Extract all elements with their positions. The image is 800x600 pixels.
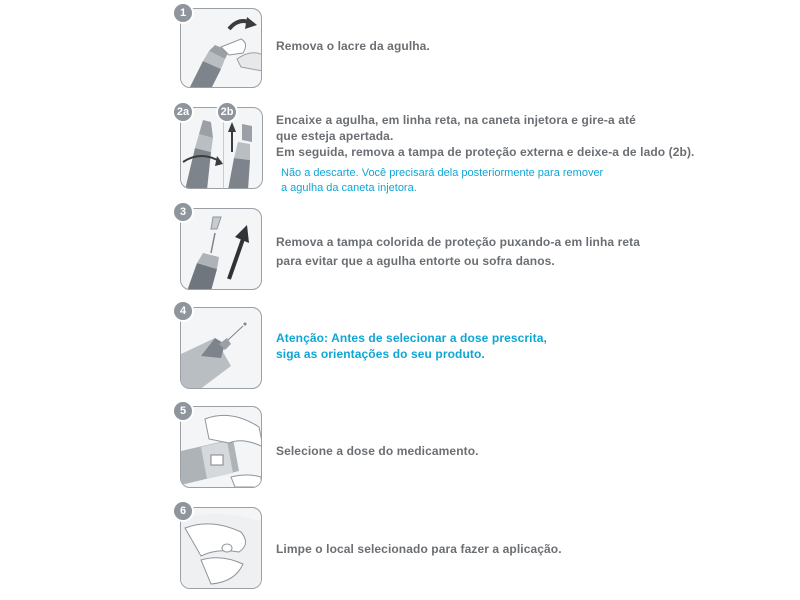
step-4-line-1: Atenção: Antes de selecionar a dose prescrita, (276, 331, 547, 345)
step-2-line-3: Em seguida, remova a tampa de proteção externa e deixe-a de lado (2b). (276, 145, 695, 159)
step-4-line-2: siga as orientações do seu produto. (276, 347, 485, 361)
step-4-illustration (180, 307, 262, 389)
step-4-badge: 4 (172, 300, 194, 322)
step-1-illustration (180, 8, 262, 88)
step-5-illustration (180, 406, 262, 488)
step-2-line-1: Encaixe a agulha, em linha reta, na caneta injetora e gire-a até (276, 113, 636, 127)
step-5-badge: 5 (172, 400, 194, 422)
step-6-badge: 6 (172, 500, 194, 522)
step-2-line-2: que esteja apertada. (276, 129, 394, 143)
clean-injection-site-illustration (181, 508, 262, 589)
step-6-text: Limpe o local selecionado para fazer a aplicação. (276, 542, 562, 556)
pen-select-dose-illustration (181, 407, 262, 488)
step-1-badge: 1 (172, 2, 194, 24)
step-3-line-2: para evitar que a agulha entorte ou sofra danos. (276, 254, 555, 268)
pen-remove-inner-cap-illustration (181, 209, 262, 290)
step-1-text: Remova o lacre da agulha. (276, 39, 430, 53)
pen-needle-ready-illustration (181, 308, 262, 389)
step-3-line-1: Remova a tampa colorida de proteção puxando-a em linha reta (276, 235, 640, 249)
step-2a-badge: 2a (172, 101, 194, 123)
step-2b-badge: 2b (216, 101, 238, 123)
step-2-note-line-2: a agulha da caneta injetora. (281, 182, 417, 194)
step-2-note-line-1: Não a descarte. Você precisará dela posteriormente para remover (281, 167, 604, 179)
step-3-illustration (180, 208, 262, 290)
step-6-illustration (180, 507, 262, 589)
pen-remove-seal-illustration (181, 9, 262, 88)
step-5-text: Selecione a dose do medicamento. (276, 444, 479, 458)
step-3-badge: 3 (172, 201, 194, 223)
